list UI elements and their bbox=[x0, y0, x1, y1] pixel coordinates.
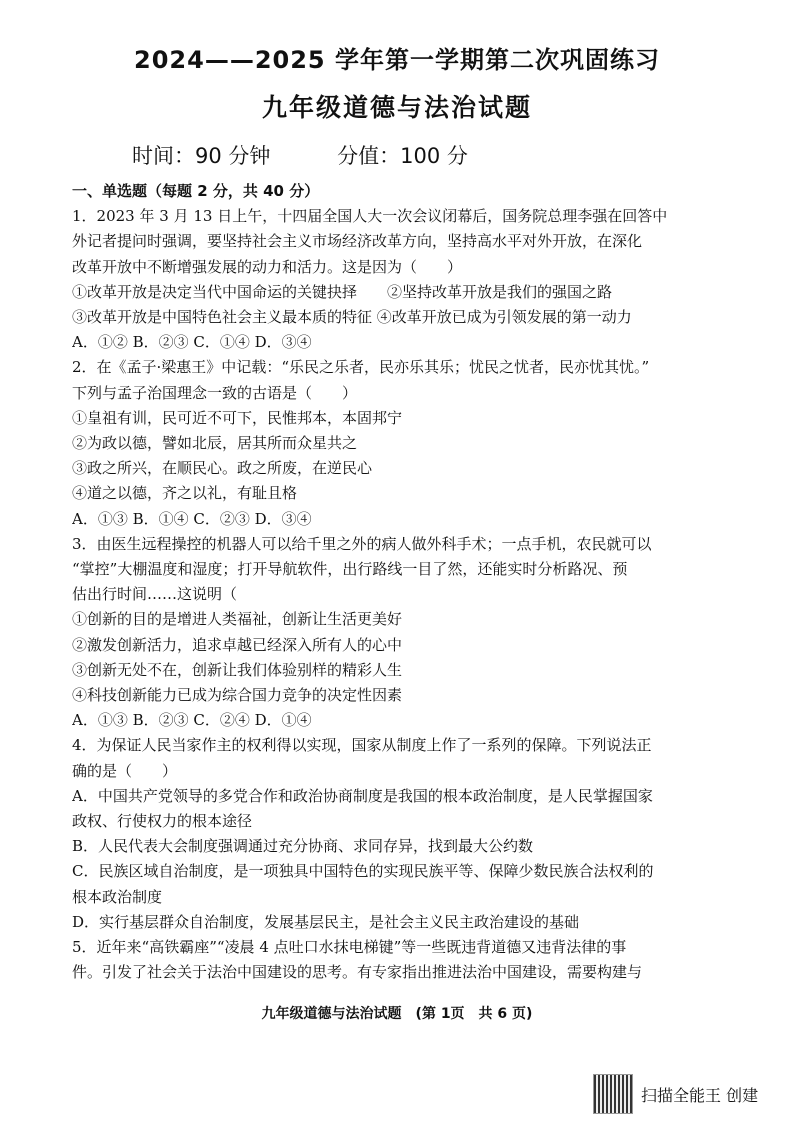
exam-content bbox=[72, 179, 732, 986]
page-footer: 九年级道德与法治试题 (第 1页 共 6 页) bbox=[261, 1006, 533, 1022]
text-line: 确的是（ ） bbox=[72, 761, 178, 780]
text-line: 5．近年来“高铁霸座”“凌晨 4 点吐口水抹电梯键”等一些既违背道德又违背法律的事 bbox=[72, 938, 627, 957]
scanner-watermark bbox=[593, 1074, 758, 1114]
watermark-text: 扫描全能王 创建 bbox=[641, 1085, 759, 1105]
text-line: B．人民代表大会制度强调通过充分协商、求同存异，找到最大公约数 bbox=[72, 837, 534, 856]
text-line: ④科技创新能力已成为综合国力竞争的决定性因素 bbox=[72, 686, 403, 705]
exam-title: 2024——2025 学年第一学期第二次巩固练习 bbox=[134, 46, 660, 74]
text-line: ④道之以德，齐之以礼，有耻且格 bbox=[72, 484, 298, 503]
text-line: A．中国共产党领导的多党合作和政治协商制度是我国的根本政治制度，是人民掌握国家 bbox=[72, 786, 653, 805]
text-line: ①创新的目的是增进人类福祉，创新让生活更美好 bbox=[72, 610, 403, 629]
text-line: 下列与孟子治国理念一致的古语是（ ） bbox=[72, 383, 358, 402]
text-line: 根本政治制度 bbox=[72, 887, 163, 906]
text-line: 1．2023 年 3 月 13 日上午，十四届全国人大一次会议闭幕后，国务院总理李强在回答中 bbox=[72, 207, 668, 226]
text-line: “掌控”大棚温度和湿度；打开导航软件，出行路线一目了然，还能实时分析路况、预 bbox=[72, 560, 628, 579]
text-line: 外记者提问时强调，要坚持社会主义市场经济改革方向，坚持高水平对外开放，在深化 bbox=[72, 232, 643, 251]
text-line: ③政之所兴，在顺民心。政之所废，在逆民心 bbox=[72, 459, 373, 478]
text-line: ①皇祖有训，民可近不可下，民惟邦本，本固邦宁 bbox=[72, 408, 403, 427]
section-heading: 一、单选题（每题 2 分，共 40 分） bbox=[72, 182, 320, 200]
text-line: A．①③ B．①④ C．②③ D．③④ bbox=[72, 509, 312, 528]
text-line: 估出行时间……这说明（ bbox=[72, 585, 238, 604]
text-line: 改革开放中不断增强发展的动力和活力。这是因为（ ） bbox=[72, 257, 463, 276]
time-label: 时间：90 分钟 bbox=[132, 144, 271, 168]
text-line: A．①③ B．②③ C．②④ D．①④ bbox=[72, 711, 312, 730]
text-line: ①改革开放是决定当代中国命运的关键抉择 ②坚持改革开放是我们的强国之路 bbox=[72, 282, 613, 301]
qr-code-icon bbox=[593, 1074, 633, 1114]
text-line: ③创新无处不在，创新让我们体验别样的精彩人生 bbox=[72, 660, 403, 679]
text-line: 2．在《孟子·梁惠王》中记载：“乐民之乐者，民亦乐其乐；忧民之忧者，民亦忧其忧。” bbox=[72, 358, 650, 377]
text-line: 政权、行使权力的根本途径 bbox=[72, 812, 253, 831]
text-line: 件。引发了社会关于法治中国建设的思考。有专家指出推进法治中国建设，需要构建与 bbox=[72, 963, 643, 982]
text-line: ②激发创新活力，追求卓越已经深入所有人的心中 bbox=[72, 635, 403, 654]
exam-meta bbox=[132, 140, 468, 170]
exam-subtitle: 九年级道德与法治试题 bbox=[261, 93, 532, 122]
text-line: C．民族区域自治制度，是一项独具中国特色的实现民族平等、保障少数民族合法权利的 bbox=[72, 862, 654, 881]
text-line: 4．为保证人民当家作主的权利得以实现，国家从制度上作了一系列的保障。下列说法正 bbox=[72, 736, 652, 755]
text-line: D．实行基层群众自治制度，发展基层民主，是社会主义民主政治建设的基础 bbox=[72, 912, 580, 931]
text-line: ③改革开放是中国特色社会主义最本质的特征 ④改革开放已成为引领发展的第一动力 bbox=[72, 308, 632, 327]
text-line: 3．由医生远程操控的机器人可以给千里之外的病人做外科手术；一点手机，农民就可以 bbox=[72, 534, 652, 553]
text-line: ②为政以德，譬如北辰，居其所而众星共之 bbox=[72, 434, 358, 453]
text-line: A．①② B．②③ C．①④ D．③④ bbox=[72, 333, 312, 352]
score-label: 分值：100 分 bbox=[337, 144, 468, 168]
